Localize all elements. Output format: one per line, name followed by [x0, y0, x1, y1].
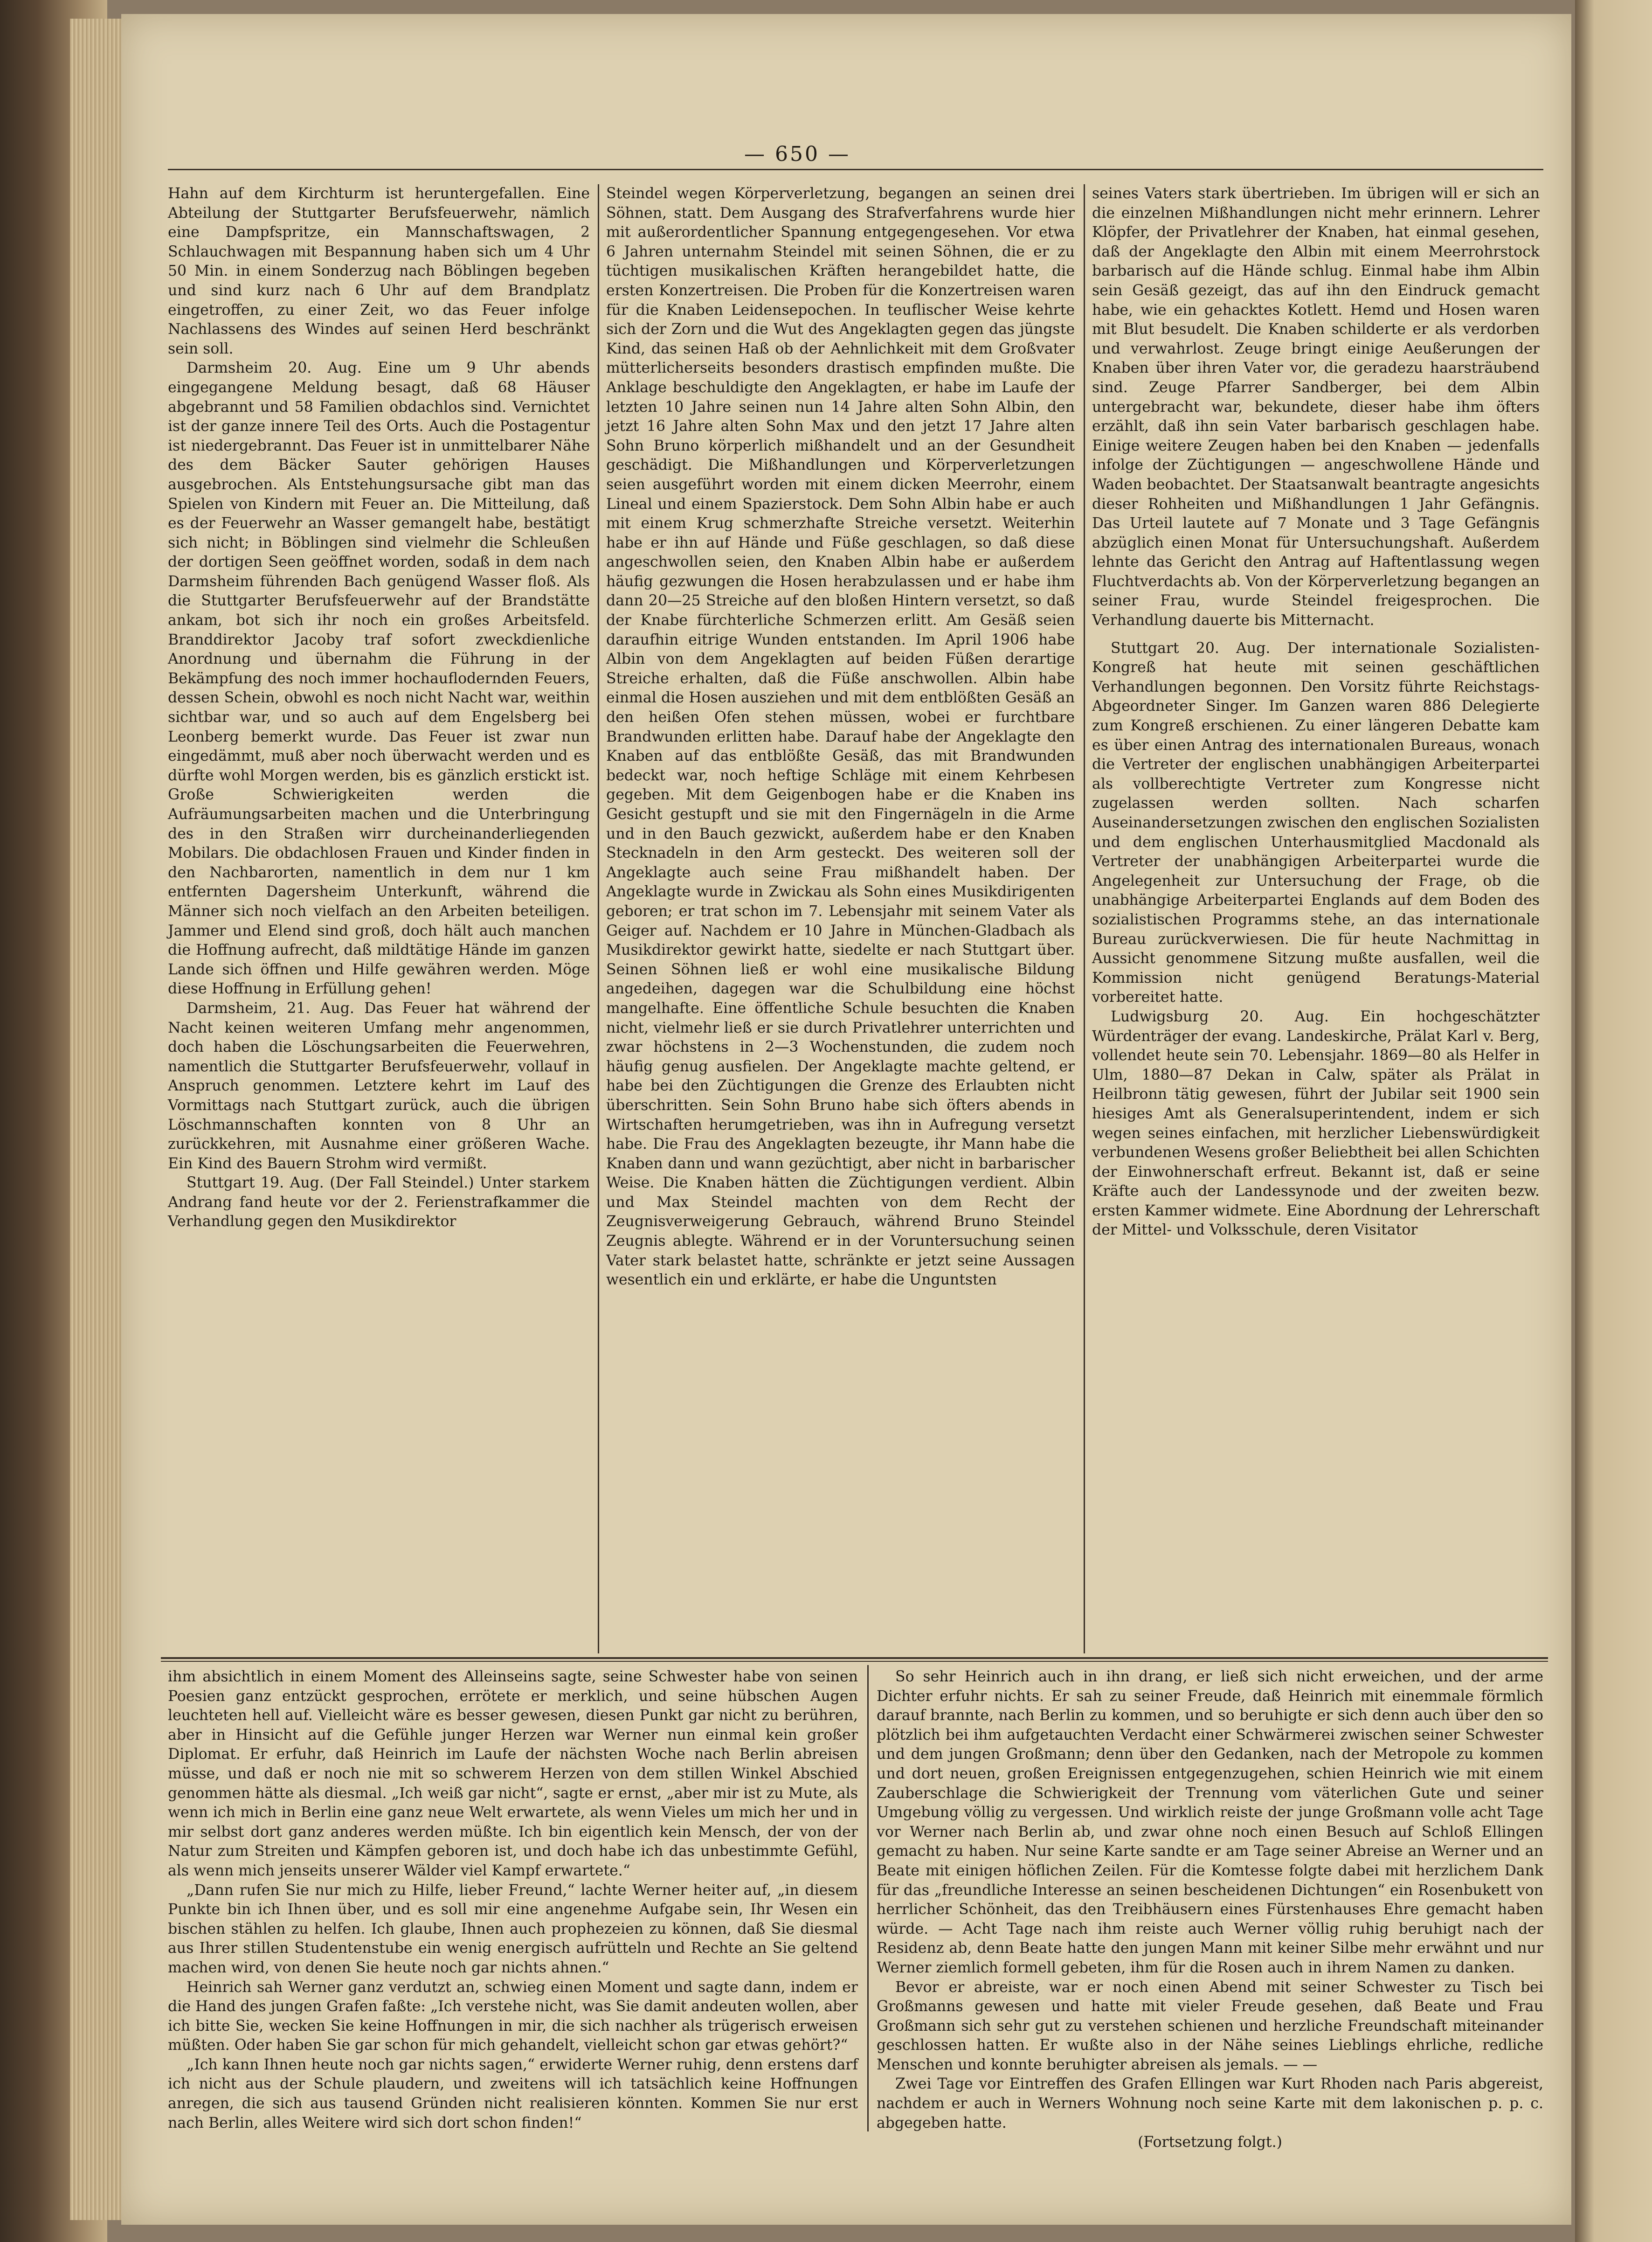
adjacent-page-edge — [1575, 0, 1652, 2242]
story-paragraph: So sehr Heinrich auch in ihn drang, er ließ sich nicht erweichen, und der arme Dichter erfuhr nichts. Er sah zu seiner Freude, daß Heinrich mit einemmale förmlich darauf brannte, nach Berlin zu kommen, und so beruhigte er sich denn auch über den so plötzlich bei ihm aufgetauchten Verdacht einer Schwärmerei zwischen seiner Schwester und dem jungen Großmann; denn über den Gedanken, nach der Metropole zu kommen und dort neuen, großen Ereignissen entgegenzugehen, schien Heinrich wie mit einem Zauberschlage die Schwierigkeit der Trennung vom väterlichen Gute und seiner Umgebung völlig zu vergessen. Und wirklich reiste der junge Großmann volle acht Tage vor Werner nach Berlin ab, und zwar ohne noch einen Besuch auf Schloß Ellingen gemacht zu haben. Nur seine Karte sandte er am Tage seiner Abreise an Werner und an Beate mit einigen höflichen Zeilen. Für die Komtesse folgte dabei mit herzlichem Dank für das „freundliche Interesse an seinen bescheidenen Dichtungen“ ein Rosenbukett von herrlicher Schönheit, das den Treibhäusern eines Fürstenhauses Ehre gemacht haben würde. — Acht Tage nach ihm reiste auch Werner völlig ruhig beruhigt nach der Residenz ab, denn Beate hatte den jungen Mann mit keiner Silbe mehr erwähnt und nur Werner ziemlich formell gebeten, ihm für die Rosen auch in ihrem Namen zu danken. — [877, 1668, 1543, 1976]
column-divider-1 — [598, 184, 599, 1653]
feuilleton-column-right — [877, 1667, 1543, 2151]
news-column-3 — [1092, 184, 1540, 1653]
story-paragraph: Heinrich sah Werner ganz verdutzt an, schwieg einen Moment und sagte dann, indem er die Hand des jungen Grafen faßte: „Ich verstehe nicht, was Sie damit andeuten wollen, aber ich bitte Sie, wecken Sie keine Hoffnungen in mir, die sich nachher als trügerisch erweisen müßten. Oder haben Sie gar schon für mich gehandelt, vielleicht schon gar etwas gehört?“ — [168, 1978, 858, 2054]
article-paragraph: Ludwigsburg 20. Aug. Ein hochgeschätzter Würdenträger der evang. Landeskirche, Prälat Karl v. Berg, vollendet heute sein 70. Lebensjahr. 1869—80 als Helfer in Ulm, 1880—87 Dekan in Calw, später als Prälat in Heilbronn tätig gewesen, führt der Jubilar seit 1900 sein hiesiges Amt als Generalsuperintendent, indem er sich wegen seines einfachen, mit herzlicher Liebenswürdigkeit verbundenen Wesens großer Beliebtheit bei allen Schichten der Einwohnerschaft erfreut. Bekannt ist, daß er seine Kräfte auch der Landessynode und der zweiten bezw. ersten Kammer widmete. Eine Abordnung der Lehrerschaft der Mittel- und Volksschule, deren Visitator — [1092, 1008, 1540, 1239]
feuilleton-column-left — [168, 1667, 858, 2131]
story-paragraph: ihm absichtlich in einem Moment des Alleinseins sagte, seine Schwester habe von seinen Poesien ganz entzückt gesprochen, errötete er merklich, und seine hübschen Augen leuchteten hell auf. Vielleicht wäre es besser gewesen, diesen Punkt gar nicht zu berühren, aber in Hinsicht auf die Gefühle junger Herzen war Werner nun einmal kein großer Diplomat. Er erfuhr, daß Heinrich im Laufe der nächsten Woche nach Berlin abreisen müsse, und daß er noch nie mit so schwerem Herzen von dem stillen Winkel Abschied genommen hätte als diesmal. „Ich weiß gar nicht“, sagte er ernst, „aber mir ist zu Mute, als wenn ich mich in Berlin eine ganz neue Welt erwartete, als wenn Vieles um mich her und in mir selbst dort ganz anderes werden müßte. Ich bin eigentlich kein Mensch, der von der Natur zum Streiten und Kämpfen geboren ist, und doch habe ich das unbestimmte Gefühl, als wenn mich jenseits unserer Wälder viel Kampf erwartete.“ — [168, 1668, 858, 1879]
page-number: — 650 — — [744, 142, 850, 166]
story-paragraph: „Ich kann Ihnen heute noch gar nichts sagen,“ erwiderte Werner ruhig, denn erstens darf ich nicht aus der Schule plaudern, und zweitens will ich tatsächlich keine Hoffnungen anregen, die sich aus tausend Gründen nicht realisieren könnten. Kommen Sie nur erst nach Berlin, alles Weitere wird sich dort schon finden!“ — [168, 2056, 858, 2131]
article-paragraph: Hahn auf dem Kirchturm ist heruntergefallen. Eine Abteilung der Stuttgarter Berufsfeuerwehr, nämlich eine Dampfspritze, ein Mannschaftswagen, 2 Schlauchwagen mit Bespannung haben sich um 4 Uhr 50 Min. in einem Sonderzug nach Böblingen begeben und sind kurz nach 6 Uhr auf dem Brandplatz eingetroffen, zu einer Zeit, wo das Feuer infolge Nachlassens des Windes auf seinen Herd beschränkt sein soll. — [168, 185, 590, 357]
feuilleton-rule — [161, 1657, 1548, 1659]
header-rule — [168, 169, 1543, 170]
article-paragraph: Stuttgart 19. Aug. (Der Fall Steindel.) Unter starkem Andrang fand heute vor der 2. Ferienstrafkammer die Verhandlung gegen den Musikdirektor — [168, 1174, 590, 1230]
story-paragraph: Zwei Tage vor Eintreffen des Grafen Ellingen war Kurt Rhoden nach Paris abgereist, nachdem er auch in Werners Wohnung noch seine Karte mit dem lakonischen p. p. c. abgegeben hatte. — [877, 2075, 1543, 2131]
feuilleton-divider — [867, 1665, 869, 2131]
column-divider-2 — [1084, 184, 1085, 1653]
article-paragraph: seines Vaters stark übertrieben. Im übrigen will er sich an die einzelnen Mißhandlungen nicht mehr erinnern. Lehrer Klöpfer, der Privatlehrer der Knaben, hat einmal gesehen, daß der Angeklagte den Albin mit einem Meerrohrstock barbarisch auf die Hände schlug. Einmal habe ihm Albin sein Gesäß gezeigt, das auf ihn den Eindruck gemacht habe, wie ein gehacktes Kotlett. Hemd und Hosen waren mit Blut besudelt. Die Knaben schilderte er als verdorben und verwahrlost. Zeuge bringt einige Aeußerungen der Knaben über ihren Vater vor, die geradezu haarsträubend sind. Zeuge Pfarrer Sandberger, bei dem Albin untergebracht war, bekundete, dieser habe ihm öfters erzählt, daß ihn sein Vater barbarisch geschlagen habe. Einige weitere Zeugen haben bei den Knaben — jedenfalls infolge der Züchtigungen — angeschwollene Hände und Waden beobachtet. Der Staatsanwalt beantragte angesichts dieser Rohheiten und Mißhandlungen 1 Jahr Gefängnis. Das Urteil lautete auf 7 Monate und 3 Tage Gefängnis abzüglich einen Monat für Untersuchungshaft. Außerdem lehnte das Gericht den Antrag auf Haftentlassung wegen Fluchtverdachts ab. Von der Körperverletzung begangen an seiner Frau, wurde Steindel freigesprochen. Die Verhandlung dauerte bis Mitternacht. — [1092, 185, 1540, 629]
story-paragraph: Bevor er abreiste, war er noch einen Abend mit seiner Schwester zu Tisch bei Großmanns gewesen und hatte mit vieler Freude gesehen, daß Beate und Frau Großmann sich sehr gut zu verstehen schienen und herzliche Freundschaft miteinander geschlossen hatten. Er wußte also in der Nähe seines Lieblings ehrliche, redliche Menschen und konnte beruhigter abreisen als jemals. — — — [877, 1978, 1543, 2073]
news-column-1 — [168, 184, 590, 1653]
article-paragraph: Darmsheim, 21. Aug. Das Feuer hat während der Nacht keinen weiteren Umfang mehr angenommen, doch haben die Löschungsarbeiten die Feuerwehren, namentlich die Stuttgarter Berufsfeuerwehr, vollauf in Anspruch genommen. Letztere kehrt im Lauf des Vormittags nach Stuttgart zurück, auch die übrigen Löschmannschaften konnten von 8 Uhr an zurückkehren, mit Ausnahme einer größeren Wache. Ein Kind des Bauern Strohm wird vermißt. — [168, 1000, 590, 1172]
feuilleton-rule-thin — [161, 1661, 1548, 1662]
news-column-2 — [606, 184, 1075, 1653]
article-paragraph: Stuttgart 20. Aug. Der internationale Sozialisten-Kongreß hat heute mit seinen geschäftlichen Verhandlungen begonnen. Den Vorsitz führte Reichstags-Abgeordneter Singer. Im Ganzen waren 886 Delegierte zum Kongreß erschienen. Zu einer längeren Debatte kam es über einen Antrag des internationalen Bureaus, wonach die Vertreter der englischen unabhängigen Arbeiterpartei als vollberechtigte Vertreter zum Kongresse nicht zugelassen werden sollten. Nach scharfen Auseinandersetzungen zwischen den englischen Sozialisten und dem englischen Unterhausmitglied Macdonald als Vertreter der unabhängigen Arbeiterpartei wurde die Angelegenheit zur Untersuchung der Frage, ob die unabhängige Arbeiterpartei Englands auf dem Boden des sozialistischen Programms stehe, an das internationale Bureau zurückverwiesen. Die für heute Nachmittag in Aussicht genommene Sitzung mußte ausfallen, weil die Kommission nicht genügend Beratungs-Material vorbereitet hatte. — [1092, 639, 1540, 1006]
story-paragraph: „Dann rufen Sie nur mich zu Hilfe, lieber Freund,“ lachte Werner heiter auf, „in diesem Punkte bin ich Ihnen über, und es soll mir eine angenehme Aufgabe sein, Ihr Wesen ein bischen stählen zu helfen. Ich glaube, Ihnen auch prophezeien zu können, daß Sie diesmal aus Ihrer stillen Studentenstube ein wenig energisch aufrütteln und Rechte an Sie geltend machen wird, von denen Sie heute noch gar nichts ahnen.“ — [168, 1881, 858, 1976]
article-paragraph: Darmsheim 20. Aug. Eine um 9 Uhr abends eingegangene Meldung besagt, daß 68 Häuser abgebrannt und 58 Familien obdachlos sind. Vernichtet ist der ganze innere Teil des Orts. Auch die Postagentur ist niedergebrannt. Das Feuer ist in unmittelbarer Nähe des dem Bäcker Sauter gehörigen Hauses ausgebrochen. Als Entstehungsursache gibt man das Spielen von Kindern mit Feuer an. Die Mitteilung, daß es der Feuerwehr an Wasser gemangelt habe, bestätigt sich nicht; in Böblingen sind vielmehr die Schleußen der dortigen Seen geöffnet worden, sodaß in dem nach Darmsheim führenden Bach genügend Wasser floß. Als die Stuttgarter Berufsfeuerwehr auf der Brandstätte ankam, bot sich ihr noch ein großes Arbeitsfeld. Branddirektor Jacoby traf sofort zweckdienliche Anordnung und übernahm die Führung in der Bekämpfung des noch immer hochauflodernden Feuers, dessen Schein, obwohl es noch nicht Nacht war, weithin sichtbar war, und so auch auf dem Engelsberg bei Leonberg bemerkt wurde. Das Feuer ist zwar nun eingedämmt, muß aber noch überwacht werden und es dürfte wohl Morgen werden, bis es gänzlich erstickt ist. Große Schwierigkeiten werden die Aufräumungsarbeiten machen und die Unterbringung des in den Straßen wirr durcheinanderliegenden Mobilars. Die obdachlosen Frauen und Kinder finden in den Nachbarorten, namentlich in dem nur 1 km entfernten Dagersheim Unterkunft, während die Männer sich noch vielfach an den Arbeiten beteiligen. Jammer und Elend sind groß, doch hält auch manchen die Hoffnung aufrecht, daß mildtätige Hände im ganzen Lande sich öffnen und Hilfe gewähren werden. Möge diese Hoffnung in Erfüllung gehen! — [168, 360, 590, 998]
article-paragraph: Steindel wegen Körperverletzung, begangen an seinen drei Söhnen, statt. Dem Ausgang des Strafverfahrens wurde hier mit außerordentlicher Spannung entgegengesehen. Vor etwa 6 Jahren unternahm Steindel mit seinen Söhnen, die er zu tüchtigen musikalischen Kräften herangebildet hatte, die ersten Konzertreisen. Die Proben für die Konzertreisen waren für die Knaben Leidensepochen. In teuflischer Weise kehrte sich der Zorn und die Wut des Angeklagten gegen das jüngste Kind, das seinen Haß ob der Aehnlichkeit mit dem Großvater mütterlicherseits besonders drastisch empfinden mußte. Die Anklage beschuldigte den Angeklagten, er habe im Laufe der letzten 10 Jahre seinen nun 14 Jahre alten Sohn Albin, den jetzt 16 Jahre alten Sohn Max und den jetzt 17 Jahre alten Sohn Bruno körperlich mißhandelt und an der Gesundheit geschädigt. Die Mißhandlungen und Körperverletzungen seien ausgeführt worden mit einem dicken Meerrohr, einem Lineal und einem Spazierstock. Dem Sohn Albin habe er auch mit einem Krug schmerzhafte Streiche versetzt. Weiterhin habe er ihn auf Hände und Füße geschlagen, so daß diese angeschwollen seien, den Knaben Albin habe er außerdem häufig gezwungen die Hosen herabzulassen und er habe ihm dann 20—25 Streiche auf den bloßen Hintern versetzt, so daß der Knabe fürchterliche Schmerzen erlitt. Am Gesäß seien daraufhin eitrige Wunden entstanden. Im April 1906 habe Albin von dem Angeklagten auf beiden Füßen derartige Streiche erhalten, daß die Füße anschwollen. Albin habe einmal die Hosen ausziehen und mit dem entblößten Gesäß an den heißen Ofen stehen müssen, wobei er furchtbare Brandwunden erlitten habe. Darauf habe der Angeklagte den Knaben auf das entblößte Gesäß, das mit Brandwunden bedeckt war, noch heftige Schläge mit einem Kehrbesen gegeben. Mit dem Geigenbogen habe er die Knaben ins Gesicht gestupft und sie mit den Fingernägeln in die Arme und in den Bauch gezwickt, außerdem habe er den Knaben Stecknadeln in den Arm gesteckt. Des weiteren soll der Angeklagte auch seine Frau mißhandelt haben. Der Angeklagte wurde in Zwickau als Sohn eines Musikdirigenten geboren; er trat schon im 7. Lebensjahr mit seinem Vater als Geiger auf. Nachdem er 10 Jahre in München-Gladbach als Musikdirektor gewirkt hatte, siedelte er nach Stuttgart über. Seinen Söhnen ließ er wohl eine musikalische Bildung angedeihen, dagegen war die Schulbildung eine höchst mangelhafte. Eine öffentliche Schule besuchten die Knaben nicht, vielmehr ließ er sie durch Privatlehrer unterrichten und zwar höchstens in 2—3 Wochenstunden, die zudem noch häufig genug ausfielen. Der Angeklagte machte geltend, er habe bei den Züchtigungen die Grenze des Erlaubten nicht überschritten. Sein Sohn Bruno habe sich öfters abends in Wirtschaften herumgetrieben, was ihn in Aufregung versetzt habe. Die Frau des Angeklagten bezeugte, ihr Mann habe die Knaben dann und wann gezüchtigt, aber nicht in barbarischer Weise. Die Knaben hätten die Züchtigungen verdient. Albin und Max Steindel machten von dem Recht der Zeugnisverweigerung Gebrauch, während Bruno Steindel Zeugnis ablegte. Während er in der Voruntersuchung seinen Vater stark belastet hatte, schränkte er jetzt seine Aussagen wesentlich ein und erklärte, er habe die Unguntsten — [606, 185, 1075, 1289]
continuation-note: (Fortsetzung folgt.) — [1138, 2134, 1282, 2151]
